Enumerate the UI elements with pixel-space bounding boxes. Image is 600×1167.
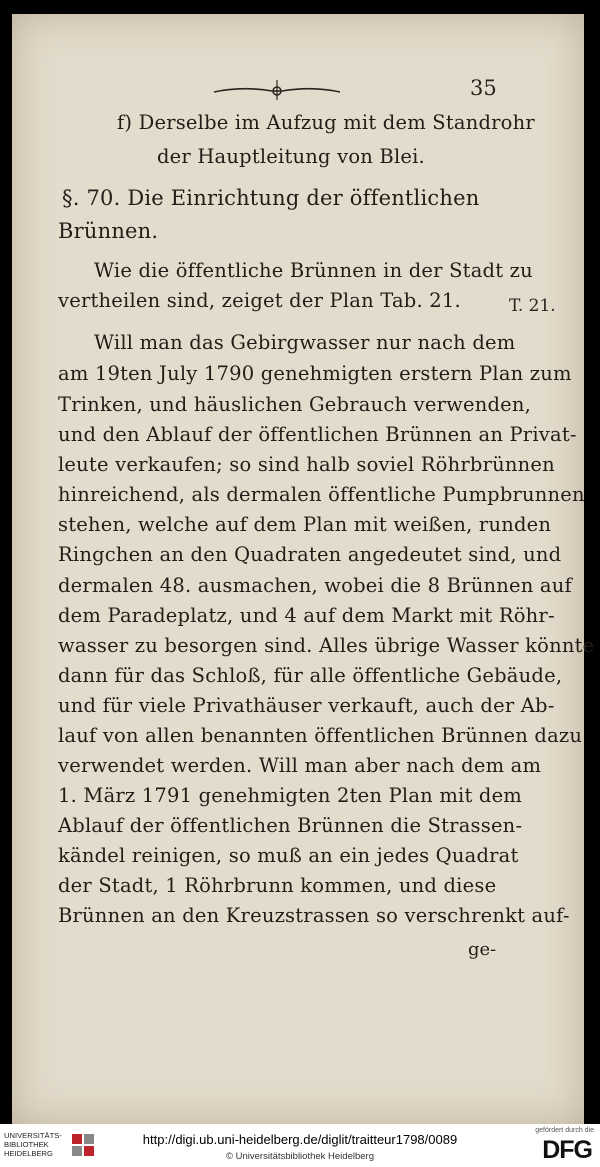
- text-line: stehen, welche auf dem Plan mit weißen, runden: [58, 513, 552, 536]
- library-name-line: HEIDELBERG: [4, 1149, 53, 1158]
- text-line: f) Derselbe im Aufzug mit dem Standrohr: [117, 111, 535, 134]
- text-line: Ringchen an den Quadraten angedeutet sind, und: [58, 543, 562, 566]
- text-line: dann für das Schloß, für alle öffentliche Gebäude,: [58, 664, 563, 687]
- text-line: und den Ablauf der öffentlichen Brünnen an Privat-: [58, 423, 577, 446]
- text-line: dermalen 48. ausmachen, wobei die 8 Brünnen auf: [58, 574, 572, 597]
- page-number: 35: [470, 76, 497, 100]
- text-line: Will man das Gebirgwasser nur nach dem: [94, 331, 516, 354]
- margin-note: T. 21.: [509, 296, 556, 316]
- text-line: verwendet werden. Will man aber nach dem am: [58, 754, 542, 777]
- ornament-rule-icon: [212, 76, 342, 102]
- library-name-line: UNIVERSITÄTS-: [4, 1131, 62, 1140]
- text-line: am 19ten July 1790 genehmigten erstern Plan zum: [58, 362, 572, 385]
- text-line: Ablauf der öffentlichen Brünnen die Strassen-: [58, 814, 523, 837]
- scanned-page: [12, 14, 595, 1124]
- text-line: vertheilen sind, zeiget der Plan Tab. 21.: [58, 289, 461, 312]
- viewer-footer: [0, 1124, 600, 1167]
- section-heading: §. 70. Die Einrichtung der öffentlichen: [62, 186, 480, 210]
- text-line: und für viele Privathäuser verkauft, auch der Ab-: [58, 694, 555, 717]
- copyright-text: © Universitätsbibliothek Heidelberg: [226, 1151, 374, 1162]
- text-line: wasser zu besorgen sind. Alles übrige Wasser könnte: [58, 634, 595, 657]
- section-heading: Brünnen.: [58, 219, 159, 243]
- text-line: der Stadt, 1 Röhrbrunn kommen, und diese: [58, 874, 497, 897]
- text-line: 1. März 1791 genehmigten 2ten Plan mit dem: [58, 784, 522, 807]
- text-line: leute verkaufen; so sind halb soviel Röhrbrünnen: [58, 453, 555, 476]
- permalink-url[interactable]: http://digi.ub.uni-heidelberg.de/diglit/traitteur1798/0089: [142, 1132, 458, 1147]
- text-line: kändel reinigen, so muß an ein jedes Quadrat: [58, 844, 519, 867]
- catchword: ge-: [468, 939, 497, 960]
- funded-by-text: gefördert durch die: [535, 1127, 594, 1134]
- text-line: dem Paradeplatz, und 4 auf dem Markt mit Röhr-: [58, 604, 555, 627]
- text-line: hinreichend, als dermalen öffentliche Pumpbrunnen: [58, 483, 585, 506]
- text-line: lauf von allen benannten öffentlichen Brünnen dazu: [58, 724, 583, 747]
- text-line: Trinken, und häuslichen Gebrauch verwenden,: [58, 393, 532, 416]
- text-line: Wie die öffentliche Brünnen in der Stadt zu: [94, 259, 533, 282]
- text-line: Brünnen an den Kreuzstrassen so verschrenkt auf-: [58, 904, 570, 927]
- dfg-logo[interactable]: DFG: [542, 1136, 592, 1164]
- text-line: der Hauptleitung von Blei.: [157, 145, 425, 168]
- library-name-line: BIBLIOTHEK: [4, 1140, 49, 1149]
